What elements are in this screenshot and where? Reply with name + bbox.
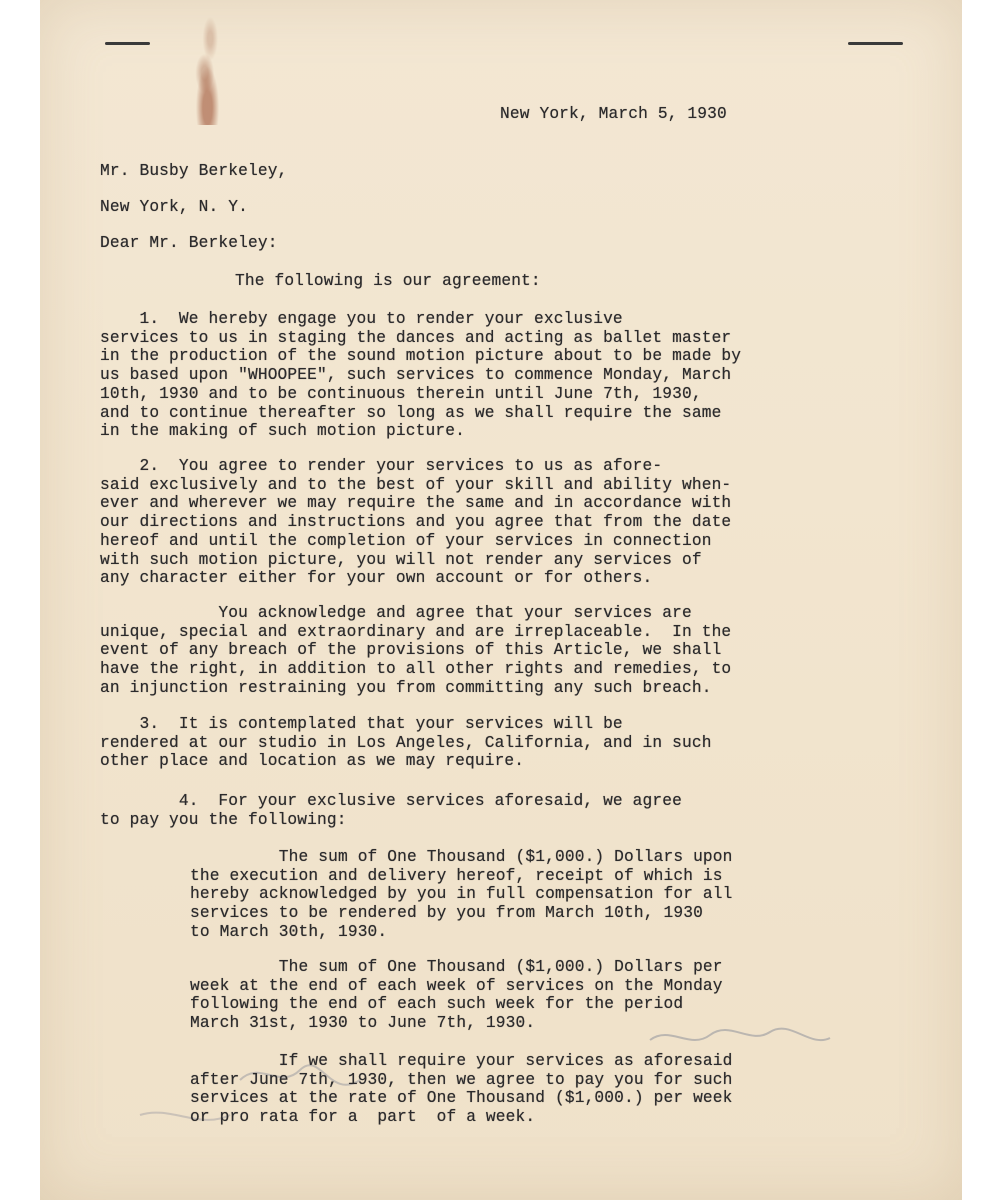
paragraph-1: 1. We hereby engage you to render your exclusive services to us in staging the dances and acting as ballet master in the production of the sound motion picture about to be made by us based upon "WHOOPEE", such services to commence Monday, March 10th, 1930 and to be continuous therein until June 7th, 1930, and to continue thereafter so long as we shall require the same in the making of such motion picture. (100, 310, 742, 441)
paragraph-2: 2. You agree to render your services to us as afore- said exclusively and to the best of your skill and ability when- ever and wherever we may require the same and in accordance with our directions and instructions and you agree that from the date hereof and until the completion of your services in connection with such motion picture, you will not render any services of any character either for your own account or for others. (100, 457, 732, 588)
payment-clause-a: The sum of One Thousand ($1,000.) Dollars upon the execution and delivery hereof, receipt of which is hereby acknowledged by you in full compensation for all services to be rendered by you from March 10th, 1930 to March 30th, 1930. (190, 848, 733, 941)
addressee-name: Mr. Busby Berkeley, (100, 162, 288, 180)
payment-clause-c: If we shall require your services as aforesaid after June 7th, 1930, then we agree to pay you for such services at the rate of One Thousand ($1,000.) per week or pro rata for a part of a week. (190, 1052, 733, 1127)
letter-date: New York, March 5, 1930 (500, 105, 727, 123)
agreement-intro: The following is our agreement: (235, 272, 541, 290)
salutation: Dear Mr. Berkeley: (100, 234, 278, 252)
addressee-city: New York, N. Y. (100, 198, 248, 216)
payment-clause-b: The sum of One Thousand ($1,000.) Dollars per week at the end of each week of services on the Monday following the end of each such week for the period March 31st, 1930 to June 7th, 1930. (190, 958, 723, 1033)
fold-mark-right (848, 42, 903, 45)
paragraph-2-continued: You acknowledge and agree that your services are unique, special and extraordinary and are irreplaceable. In the event of any breach of the provisions of this Article, we shall have the right, in addition to all other rights and remedies, to an injunction restraining you from committing any such breach. (100, 604, 732, 697)
fold-mark-left (105, 42, 150, 45)
paragraph-3: 3. It is contemplated that your services will be rendered at our studio in Los Angeles, California, and in such other place and location as we may require. (100, 715, 712, 771)
paragraph-4: 4. For your exclusive services aforesaid, we agree to pay you the following: (100, 792, 682, 829)
rust-stain (180, 10, 235, 125)
